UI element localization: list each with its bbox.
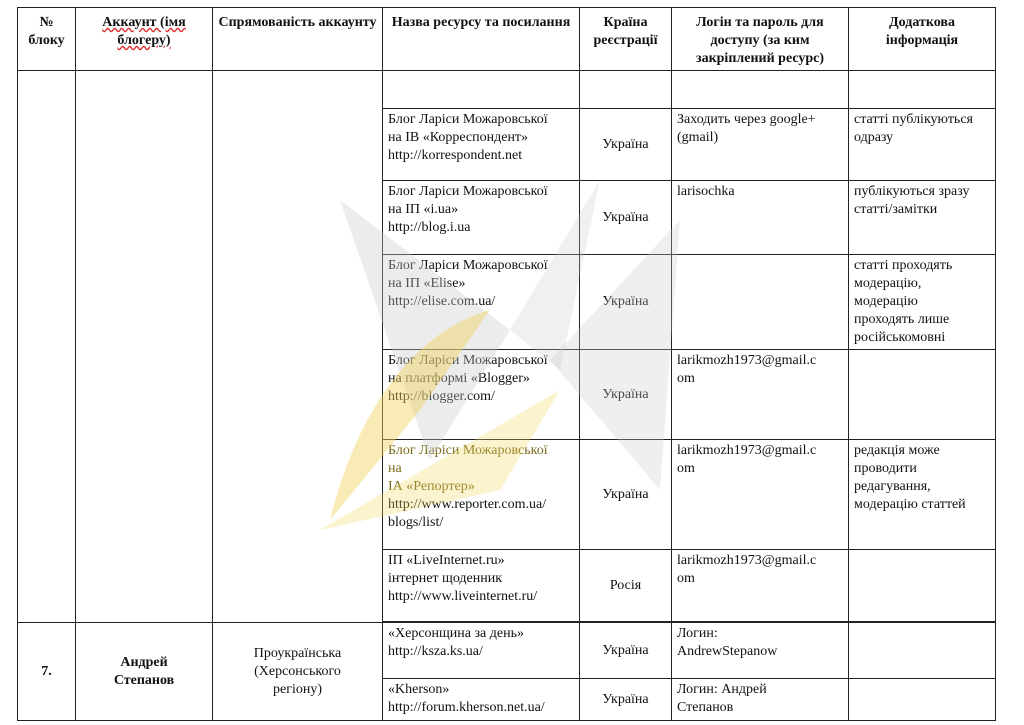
- account-cell: [76, 623, 213, 721]
- extra-line: публікуються зразу: [854, 184, 970, 199]
- resource-link[interactable]: http://www.liveinternet.ru/: [388, 589, 538, 604]
- resource-link[interactable]: http://blog.i.ua: [388, 220, 471, 235]
- orientation-line: (Херсонського: [254, 663, 341, 679]
- extra-cell: [849, 181, 996, 255]
- resource-line: Блог Ларіси Можаровської: [388, 353, 548, 368]
- header-block-no: № блоку: [18, 8, 76, 71]
- empty-row: [18, 71, 996, 109]
- resource-link[interactable]: http://www.reporter.com.ua/: [388, 497, 547, 512]
- country-cell: Україна: [580, 440, 672, 550]
- resource-line: ІА «Репортер»: [388, 479, 475, 494]
- empty-cell: [849, 71, 996, 109]
- extra-cell: [849, 623, 996, 679]
- extra-cell: [849, 440, 996, 550]
- extra-line: редакція може: [854, 443, 940, 458]
- login-line: (gmail): [677, 130, 719, 145]
- extra-line: статті проходять: [854, 258, 953, 273]
- login-line: larikmozh1973@gmail.c: [677, 553, 817, 568]
- header-resource: Назва ресурсу та посилання: [383, 8, 580, 71]
- resource-line: «Херсонщина за день»: [388, 626, 524, 641]
- resource-line: інтернет щоденник: [388, 571, 503, 586]
- country-cell: Росія: [580, 550, 672, 622]
- resource-line: на платформі «Blogger»: [388, 371, 530, 386]
- login-cell: [672, 679, 849, 721]
- resource-line: на ІВ «Корреспондент»: [388, 130, 529, 145]
- resource-line: «Kherson»: [388, 682, 450, 697]
- resource-cell: [383, 679, 580, 721]
- header-country: Країна реєстрації: [580, 8, 672, 71]
- login-line: Логин: Андрей: [677, 682, 767, 697]
- resource-line: Блог Ларіси Можаровської: [388, 112, 548, 127]
- country-cell: Україна: [580, 679, 672, 721]
- orientation-line: Проукраїнська: [253, 645, 342, 661]
- header-login: Логін та пароль для доступу (за ким закріплений ресурс): [672, 8, 849, 71]
- resource-cell: [383, 550, 580, 622]
- country-cell: Україна: [580, 109, 672, 181]
- country-cell: Україна: [580, 623, 672, 679]
- account-line: Степанов: [113, 672, 175, 688]
- resource-cell: [383, 181, 580, 255]
- extra-line: російськомовні: [854, 330, 946, 345]
- login-cell: [672, 623, 849, 679]
- resource-cell: [383, 109, 580, 181]
- header-orientation: Спрямованість аккаунту: [213, 8, 383, 71]
- empty-cell: [383, 71, 580, 109]
- login-line: om: [677, 461, 695, 476]
- empty-cell: [672, 71, 849, 109]
- login-line: om: [677, 571, 695, 586]
- resource-link[interactable]: http://korrespondent.net: [388, 148, 523, 163]
- login-cell: [672, 440, 849, 550]
- resource-line: Блог Ларіси Можаровської: [388, 258, 548, 273]
- country-cell: Україна: [580, 255, 672, 350]
- header-extra: Додаткова інформація: [849, 8, 996, 71]
- block7-row-1: [18, 623, 996, 679]
- orientation-cell: [213, 623, 383, 721]
- resource-cell: [383, 440, 580, 550]
- resource-link[interactable]: http://forum.kherson.net.ua/: [388, 700, 545, 715]
- extra-cell: [849, 255, 996, 350]
- empty-cell: [580, 71, 672, 109]
- header-account: Аккаунт (імя блогеру): [76, 8, 213, 71]
- login-line: AndrewStepanow: [677, 644, 778, 659]
- login-line: larikmozh1973@gmail.c: [677, 353, 817, 368]
- resource-link[interactable]: http://elise.com.ua/: [388, 294, 496, 309]
- orientation-cell-empty: [213, 71, 383, 623]
- account-line: Андрей: [120, 654, 168, 670]
- extra-cell: [849, 550, 996, 622]
- extra-line: редагування,: [854, 479, 931, 494]
- extra-line: одразу: [854, 130, 894, 145]
- login-cell: [672, 350, 849, 440]
- extra-line: проходять лише: [854, 312, 950, 327]
- country-cell: Україна: [580, 350, 672, 440]
- resource-line: на ІП «i.ua»: [388, 202, 459, 217]
- resource-line: Блог Ларіси Можаровської: [388, 184, 548, 199]
- resource-link[interactable]: blogs/list/: [388, 515, 444, 530]
- resource-cell: [383, 350, 580, 440]
- account-cell-empty: [76, 71, 213, 623]
- resource-cell: [383, 623, 580, 679]
- login-cell: [672, 550, 849, 622]
- extra-line: модерацію статтей: [854, 497, 966, 512]
- header-row: [18, 8, 996, 71]
- block-no-cell-empty: [18, 71, 76, 623]
- login-line: Логин:: [677, 626, 718, 641]
- login-line: om: [677, 371, 695, 386]
- resource-line: на ІП «Elise»: [388, 276, 466, 291]
- extra-line: модерацію,: [854, 276, 922, 291]
- country-cell: Україна: [580, 181, 672, 255]
- block-no-cell: 7.: [18, 623, 76, 721]
- login-line: larisochka: [677, 184, 735, 199]
- extra-line: проводити: [854, 461, 917, 476]
- login-line: Степанов: [677, 700, 734, 715]
- extra-line: модерацію: [854, 294, 918, 309]
- resource-link[interactable]: http://blogger.com/: [388, 389, 495, 404]
- resource-line: Блог Ларіси Можаровської: [388, 443, 548, 458]
- orientation-line: регіону): [273, 681, 322, 697]
- extra-cell: [849, 350, 996, 440]
- login-line: Заходить через google+: [677, 112, 816, 127]
- accounts-table: [17, 7, 996, 721]
- extra-line: статті/замітки: [854, 202, 938, 217]
- resource-cell: [383, 255, 580, 350]
- login-cell: [672, 109, 849, 181]
- resource-line: на: [388, 461, 402, 476]
- extra-cell: [849, 679, 996, 721]
- login-line: larikmozh1973@gmail.c: [677, 443, 817, 458]
- resource-link[interactable]: http://ksza.ks.ua/: [388, 644, 483, 659]
- extra-cell: [849, 109, 996, 181]
- login-cell: [672, 181, 849, 255]
- extra-line: статті публікуються: [854, 112, 973, 127]
- resource-line: ІП «LiveInternet.ru»: [388, 553, 505, 568]
- login-cell: [672, 255, 849, 350]
